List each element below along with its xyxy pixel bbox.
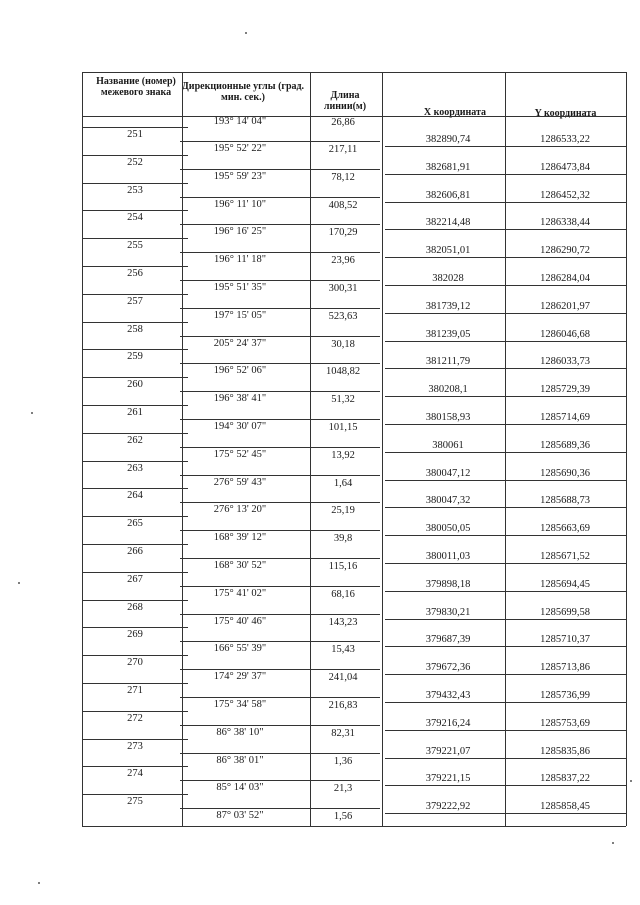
row-rule xyxy=(82,155,188,156)
direction-angle: 168° 39' 12" xyxy=(213,532,267,544)
marker-number: 252 xyxy=(127,156,143,168)
row-rule xyxy=(180,669,380,670)
first-segment-length: 26,86 xyxy=(331,117,355,128)
x-coordinate: 379830,21 xyxy=(425,606,471,618)
y-coordinate: 1286338,44 xyxy=(540,217,590,229)
y-coordinate: 1286284,04 xyxy=(540,273,590,284)
row-rule xyxy=(82,655,188,656)
line-length: 115,16 xyxy=(328,561,358,572)
line-length: 1,36 xyxy=(333,755,353,767)
marker-number: 264 xyxy=(127,490,143,502)
row-rule xyxy=(82,377,188,378)
row-rule xyxy=(82,488,188,489)
line-length: 78,12 xyxy=(331,171,355,183)
line-length: 21,3 xyxy=(333,783,353,795)
line-length: 523,63 xyxy=(328,310,358,322)
row-rule xyxy=(82,766,188,767)
row-rule xyxy=(82,294,188,295)
x-coordinate: 379898,18 xyxy=(425,578,471,590)
marker-number: 266 xyxy=(127,546,143,557)
y-coordinate: 1286033,73 xyxy=(540,356,590,368)
marker-number: 251 xyxy=(127,129,143,140)
marker-number: 270 xyxy=(127,657,143,669)
row-rule xyxy=(82,544,188,545)
column-rule xyxy=(626,72,627,826)
marker-number: 274 xyxy=(127,768,143,780)
row-rule xyxy=(82,516,188,517)
y-coordinate: 1285699,58 xyxy=(540,606,590,618)
direction-angle: 87° 03' 52" xyxy=(216,810,264,822)
x-coordinate: 381211,79 xyxy=(425,356,471,368)
direction-angle: 205° 24' 37" xyxy=(213,337,267,349)
row-rule xyxy=(180,197,380,198)
line-length: 1,64 xyxy=(333,477,353,489)
y-coordinate: 1285837,22 xyxy=(540,773,590,785)
direction-angle: 194° 30' 07" xyxy=(213,421,267,432)
column-rule xyxy=(310,72,311,826)
row-rule xyxy=(180,614,380,615)
row-rule xyxy=(82,266,188,267)
row-rule xyxy=(82,127,188,128)
x-coordinate: 379221,15 xyxy=(425,773,471,785)
x-coordinate: 382214,48 xyxy=(425,217,471,229)
x-coordinate: 379672,36 xyxy=(425,662,471,674)
direction-angle: 175° 41' 02" xyxy=(213,587,267,599)
row-rule xyxy=(82,600,188,601)
y-coordinate: 1285714,69 xyxy=(540,412,590,423)
row-rule xyxy=(180,530,380,531)
y-coordinate: 1285710,37 xyxy=(540,634,590,646)
direction-angle: 195° 52' 22" xyxy=(213,143,267,154)
direction-angle: 276° 59' 43" xyxy=(213,476,267,488)
line-length: 39,8 xyxy=(333,533,353,545)
line-length: 143,23 xyxy=(328,616,358,628)
line-length: 13,92 xyxy=(331,449,355,461)
row-rule xyxy=(82,794,188,795)
line-length: 82,31 xyxy=(331,727,355,739)
direction-angle: 196° 38' 41" xyxy=(213,393,267,405)
marker-number: 272 xyxy=(127,712,143,724)
x-coordinate: 381739,12 xyxy=(425,300,471,312)
x-coordinate: 380047,32 xyxy=(425,495,471,507)
row-rule xyxy=(180,808,380,809)
table-border-top xyxy=(82,72,626,73)
marker-number: 254 xyxy=(127,212,143,224)
row-rule xyxy=(82,322,188,323)
direction-angle: 175° 40' 46" xyxy=(213,615,267,627)
marker-number: 259 xyxy=(127,351,143,363)
row-rule xyxy=(82,238,188,239)
row-rule xyxy=(180,252,380,253)
y-coordinate: 1285736,99 xyxy=(540,690,590,701)
direction-angle: 86° 38' 01" xyxy=(216,754,264,766)
x-coordinate: 382681,91 xyxy=(425,161,471,173)
direction-angle: 195° 59' 23" xyxy=(213,170,267,182)
row-rule xyxy=(82,183,188,184)
row-rule xyxy=(180,391,380,392)
column-rule xyxy=(182,72,183,826)
y-coordinate: 1285753,69 xyxy=(540,717,590,729)
scan-speck xyxy=(612,842,614,844)
table-header-rule xyxy=(82,116,626,117)
table-border-bottom xyxy=(82,826,626,827)
table-header-y: Y координата xyxy=(534,108,597,119)
x-coordinate: 380061 xyxy=(432,439,464,451)
direction-angle: 196° 16' 25" xyxy=(213,226,267,238)
row-rule xyxy=(180,641,380,642)
row-rule xyxy=(180,753,380,754)
row-rule xyxy=(82,433,188,434)
row-rule xyxy=(180,336,380,337)
y-coordinate: 1285663,69 xyxy=(540,523,590,535)
marker-number: 268 xyxy=(127,601,143,613)
direction-angle: 195° 51' 35" xyxy=(213,282,267,293)
marker-number: 257 xyxy=(127,295,143,307)
first-segment-angle: 193° 14' 04" xyxy=(213,116,267,127)
y-coordinate: 1285688,73 xyxy=(540,495,590,507)
row-rule xyxy=(180,502,380,503)
direction-angle: 196° 11' 18" xyxy=(214,254,266,266)
direction-angle: 166° 55' 39" xyxy=(213,643,267,655)
column-rule xyxy=(382,72,383,826)
y-coordinate: 1286473,84 xyxy=(540,161,590,173)
marker-number: 265 xyxy=(127,518,143,530)
table-header-x: X координата xyxy=(423,107,487,118)
y-coordinate: 1285835,86 xyxy=(540,745,590,757)
row-rule xyxy=(180,419,380,420)
row-rule xyxy=(82,405,188,406)
y-coordinate: 1285729,39 xyxy=(540,384,590,396)
row-rule xyxy=(82,739,188,740)
y-coordinate: 1285694,45 xyxy=(540,578,590,590)
row-rule xyxy=(180,697,380,698)
y-coordinate: 1285858,45 xyxy=(540,801,590,813)
x-coordinate: 382606,81 xyxy=(425,189,471,201)
line-length: 23,96 xyxy=(331,255,355,267)
row-rule xyxy=(82,711,188,712)
line-length: 25,19 xyxy=(331,505,355,517)
line-length: 408,52 xyxy=(328,199,358,211)
x-coordinate: 380050,05 xyxy=(425,523,471,535)
row-rule xyxy=(180,224,380,225)
x-coordinate: 382051,01 xyxy=(425,245,471,257)
direction-angle: 174° 29' 37" xyxy=(213,671,267,683)
line-length: 170,29 xyxy=(328,227,358,239)
row-rule xyxy=(180,363,380,364)
line-length: 15,43 xyxy=(331,644,355,656)
marker-number: 273 xyxy=(127,740,143,752)
line-length: 241,04 xyxy=(328,672,358,684)
direction-angle: 85° 14' 03" xyxy=(216,782,264,794)
x-coordinate: 379216,24 xyxy=(425,717,471,729)
row-rule xyxy=(82,683,188,684)
direction-angle: 175° 34' 58" xyxy=(213,699,267,710)
scan-speck xyxy=(18,582,20,584)
marker-number: 258 xyxy=(127,323,143,335)
y-coordinate: 1286452,32 xyxy=(540,189,590,201)
x-coordinate: 380047,12 xyxy=(425,467,471,479)
direction-angle: 86° 38' 10" xyxy=(216,726,264,738)
marker-number: 261 xyxy=(127,407,143,418)
row-rule xyxy=(82,572,188,573)
y-coordinate: 1286290,72 xyxy=(540,245,590,257)
x-coordinate: 382028 xyxy=(432,273,464,284)
y-coordinate: 1286046,68 xyxy=(540,328,590,340)
x-coordinate: 379221,07 xyxy=(425,745,471,757)
x-coordinate: 381239,05 xyxy=(425,328,471,340)
line-length: 1,56 xyxy=(333,811,353,823)
marker-number: 267 xyxy=(127,573,143,585)
row-rule xyxy=(180,780,380,781)
line-length: 68,16 xyxy=(331,588,355,600)
line-length: 101,15 xyxy=(328,422,358,433)
row-rule xyxy=(82,210,188,211)
row-rule xyxy=(180,308,380,309)
row-rule xyxy=(180,558,380,559)
row-rule xyxy=(180,447,380,448)
table-header-length: Длина линии(м) xyxy=(323,90,367,112)
marker-number: 260 xyxy=(127,379,143,391)
row-rule xyxy=(180,725,380,726)
scan-speck xyxy=(630,780,632,782)
scan-speck xyxy=(31,412,33,414)
column-rule xyxy=(505,72,506,826)
line-length: 1048,82 xyxy=(325,366,361,378)
x-coordinate: 379432,43 xyxy=(425,690,471,701)
direction-angle: 196° 52' 06" xyxy=(213,365,267,377)
y-coordinate: 1286201,97 xyxy=(540,300,590,312)
scan-speck xyxy=(38,882,40,884)
marker-number: 271 xyxy=(127,685,143,696)
row-rule xyxy=(180,141,380,142)
marker-number: 269 xyxy=(127,629,143,641)
marker-number: 262 xyxy=(127,434,143,446)
row-rule xyxy=(180,586,380,587)
x-coordinate: 379687,39 xyxy=(425,634,471,646)
table-header-name: Название (номер) межевого знака xyxy=(96,76,176,98)
y-coordinate: 1286533,22 xyxy=(540,134,590,145)
direction-angle: 276° 13' 20" xyxy=(213,504,267,516)
marker-number: 263 xyxy=(127,462,143,474)
x-coordinate: 379222,92 xyxy=(425,801,471,813)
line-length: 217,11 xyxy=(328,144,358,155)
row-rule xyxy=(82,627,188,628)
y-coordinate: 1285671,52 xyxy=(540,551,590,562)
table-header-angles: Дирекционные углы (град. мин. сек.) xyxy=(181,81,305,103)
row-rule xyxy=(180,280,380,281)
marker-number: 253 xyxy=(127,184,143,196)
direction-angle: 175° 52' 45" xyxy=(213,448,267,460)
x-coordinate: 382890,74 xyxy=(425,134,471,145)
line-length: 30,18 xyxy=(331,338,355,350)
x-coordinate: 380011,03 xyxy=(425,551,471,562)
row-rule xyxy=(82,349,188,350)
line-length: 216,83 xyxy=(328,700,358,711)
x-coordinate: 380208,1 xyxy=(428,384,468,396)
marker-number: 256 xyxy=(127,268,143,279)
direction-angle: 168° 30' 52" xyxy=(213,560,267,571)
column-rule xyxy=(82,72,83,826)
marker-number: 275 xyxy=(127,796,143,808)
row-rule xyxy=(82,461,188,462)
y-coordinate: 1285690,36 xyxy=(540,467,590,479)
scan-speck xyxy=(245,32,247,34)
x-coordinate: 380158,93 xyxy=(425,412,471,423)
y-coordinate: 1285713,86 xyxy=(540,662,590,674)
marker-number: 255 xyxy=(127,240,143,252)
line-length: 300,31 xyxy=(328,283,358,294)
row-rule xyxy=(180,169,380,170)
direction-angle: 197° 15' 05" xyxy=(213,309,267,321)
direction-angle: 196° 11' 10" xyxy=(214,198,266,210)
row-rule xyxy=(180,475,380,476)
line-length: 51,32 xyxy=(331,394,355,406)
y-coordinate: 1285689,36 xyxy=(540,439,590,451)
